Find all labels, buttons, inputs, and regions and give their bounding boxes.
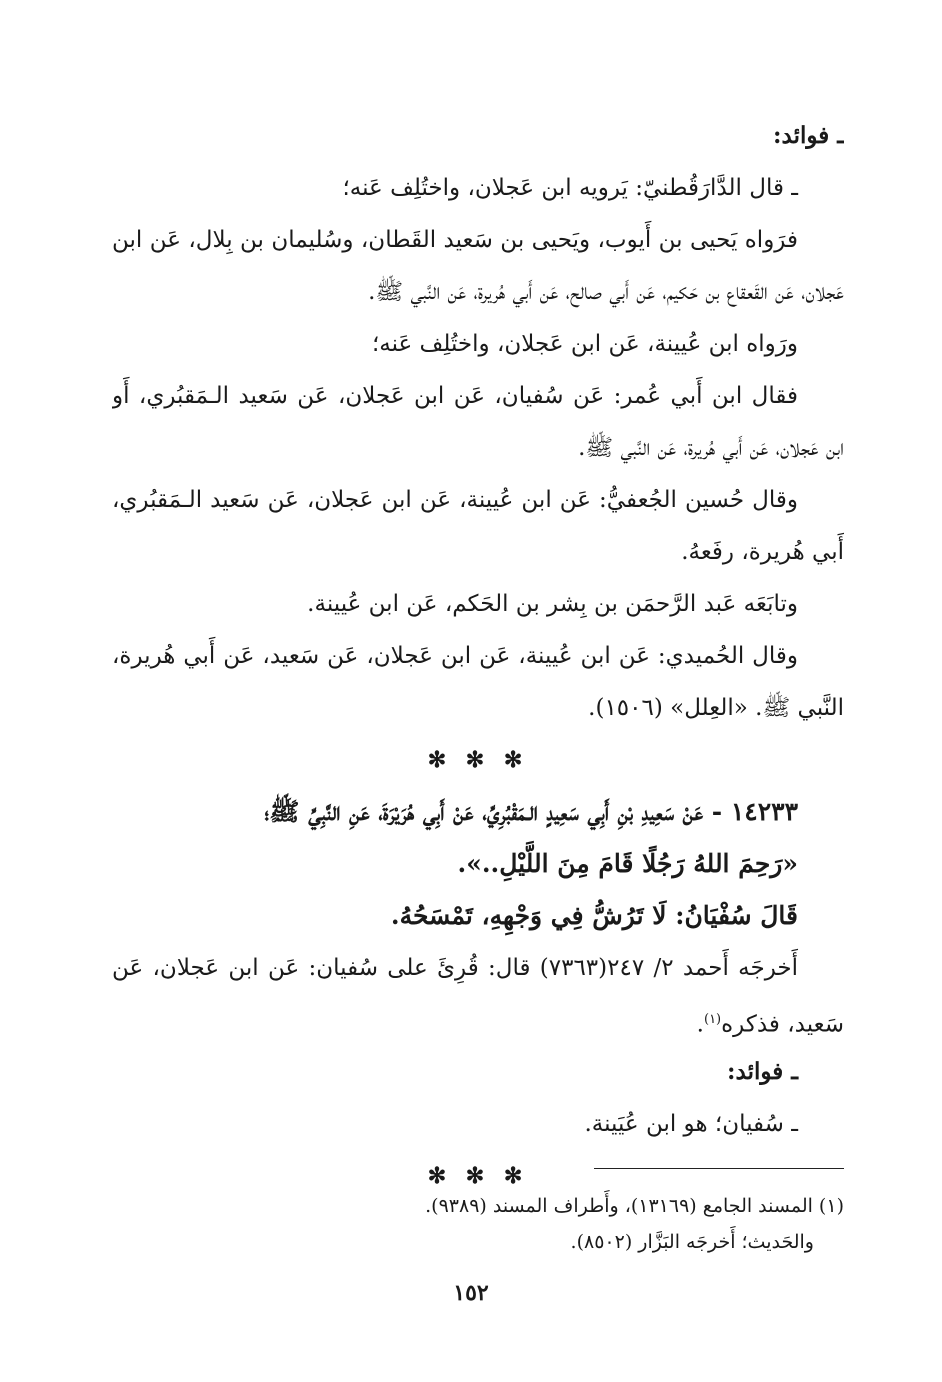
footnote-reference[interactable]: (١) <box>703 1012 722 1027</box>
text-line-19: ـ سُفيان؛ هو ابن عُيَينة. <box>584 1111 798 1137</box>
text-line-2: ـ قال الدَّارَقُطنيّ: يَرويه ابن عَجلان، واختُلِف عَنه؛ <box>342 175 798 201</box>
text-line-11: وقال الحُميدي: عَن ابن عُيينة، عَن ابن عَجلان، عَن سَعيد، عَن أَبي هُريرة، <box>112 643 798 669</box>
footnote-divider <box>594 1168 844 1169</box>
page-body <box>112 110 844 1202</box>
hadith-line-1: ١٤٢٣٣ - عَنْ سَعِيدِ بْنِ أَبِي سَعِيدٍ الـمَقْبُرِيِّ، عَنْ أَبِي هُرَيْرَةَ، عَنِ النَّبِيِّ ﷺ؛ <box>264 797 798 826</box>
text-line-4: عَجلان، عَن القَعقاع بن حَكيم، عَن أَبي صالح، عَن أَبي هُريرة، عَن النَّبي ﷺ. <box>368 279 844 305</box>
text-line-7: ابن عَجلان، عَن أَبي هُريرة، عَن النَّبي ﷺ. <box>578 435 844 461</box>
text-line-6: فقال ابن أَبي عُمر: عَن سُفيان، عَن ابن عَجلان، عَن سَعيد الـمَقبُري، أَو <box>112 383 798 409</box>
section-separator-1: ✻ ✻ ✻ <box>427 747 529 773</box>
section-separator-2: ✻ ✻ ✻ <box>427 1163 529 1189</box>
footnote-1-continuation: والحَديث؛ أَخرجَه البَزَّار (٨٥٠٢). <box>570 1231 814 1253</box>
text-line-17 <box>112 994 844 1046</box>
benefits-heading-1: ـ فوائد: <box>773 122 844 149</box>
hadith-line-2: «رَحِمَ اللهُ رَجُلًا قَامَ مِنَ اللَّيْلِ..». <box>457 849 798 878</box>
text-line-17-end: . <box>696 1011 704 1038</box>
footnotes <box>112 1188 844 1260</box>
hadith-line-3: قَالَ سُفْيَانُ: لَا تَرُشُّ فِي وَجْهِهِ، تَمْسَحُهُ. <box>390 901 798 930</box>
text-line-17-main: سَعيد، فذكره <box>721 1011 844 1038</box>
text-line-10: وتابَعَه عَبد الرَّحمَن بن بِشر بن الحَكم، عَن ابن عُيينة. <box>307 591 798 617</box>
footnote-1: (١) المسند الجامع (١٣١٦٩)، وأَطراف المسند (٩٣٨٩). <box>425 1195 844 1217</box>
text-line-9: أَبي هُريرة، رفَعهُ. <box>681 539 844 565</box>
text-line-5: ورَواه ابن عُيينة، عَن ابن عَجلان، واختُلِف عَنه؛ <box>371 331 798 357</box>
benefits-heading-2: ـ فوائد: <box>727 1058 798 1085</box>
text-line-3: فرَواه يَحيى بن أَيوب، ويَحيى بن سَعيد القَطان، وسُليمان بن بِلال، عَن ابن <box>112 227 798 253</box>
text-line-8: وقال حُسين الجُعفيُّ: عَن ابن عُيينة، عَن ابن عَجلان، عَن سَعيد الـمَقبُري، <box>112 487 798 513</box>
page-number: ١٥٢ <box>453 1280 489 1306</box>
text-line-16: أَخرجَه أَحمد ٢/ ٢٤٧(٧٣٦٣) قال: قُرِئَ على سُفيان: عَن ابن عَجلان، عَن <box>112 955 798 981</box>
text-line-12: النَّبي ﷺ. «العِلل» (١٥٠٦). <box>588 695 844 721</box>
